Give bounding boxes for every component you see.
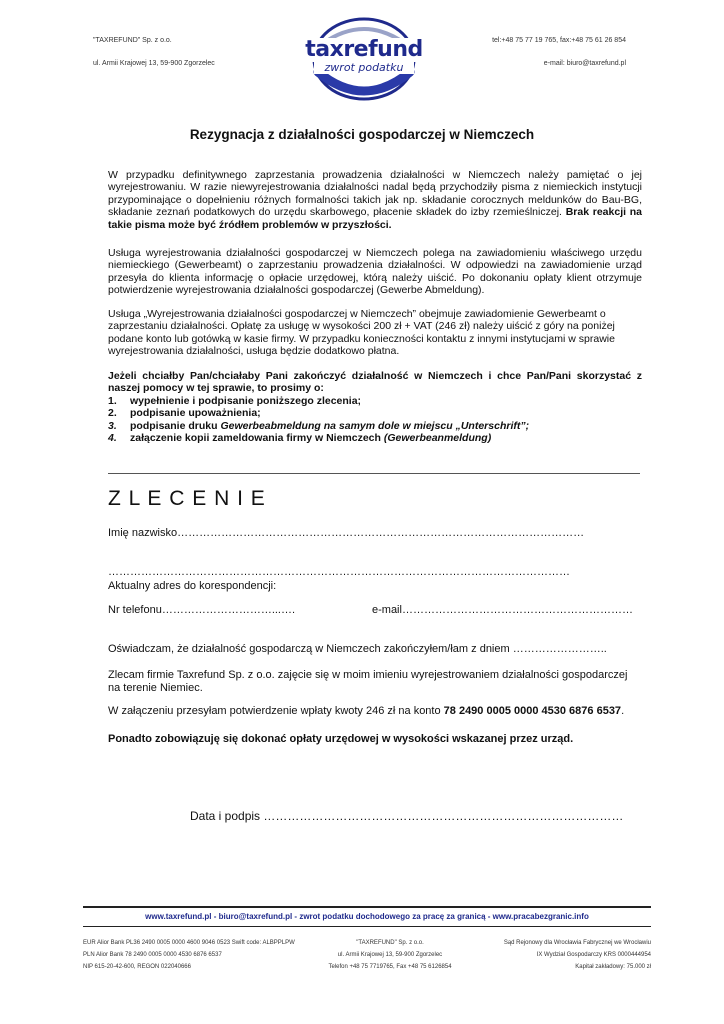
footer-top-rule	[83, 906, 651, 908]
header-phone-fax: tel:+48 75 77 19 765, fax:+48 75 61 26 854	[492, 37, 626, 44]
phone-field[interactable]	[108, 604, 295, 617]
email-label: e-mail	[372, 604, 402, 616]
name-label: Imię nazwisko	[108, 527, 178, 539]
document-title: Rezygnacja z działalności gospodarczej w Niemczech	[189, 127, 535, 142]
service-description-paragraph: Usługa wyrejestrowania działalności gospodarczej w Niemczech polega na zawiadomieniu właściwego urzędu niemieckiego (Gewerbeamt) o zaprzestaniu prowadzenia działalności. W odpowiedzi na zawiadomienie urząd przesyła do klienta informację o opłacie urzędowej, którą należy uiścić. Po dokonaniu opłaty klient otrzymuje potwierdzenie wyrejestrowania działalności gospodarczej (Gewerbe Abmeldung).	[108, 247, 642, 297]
header-email: e-mail: biuro@taxrefund.pl	[543, 60, 626, 67]
footer-registry-info: Sąd Rejonowy dla Wrocławia Fabrycznej we Wrocławiu IX Wydział Gospodarczy KRS 0000444954 Kapitał zakładowy: 75.000 zł	[503, 940, 651, 970]
declaration-text: Oświadczam, że działalność gospodarczą w Niemczech zakończyłem/łam z dniem ……………………..	[108, 643, 607, 655]
list-item: 1. wypełnienie i podpisanie poniższego zlecenia;	[108, 395, 362, 407]
email-dots: ………………………………………………………	[401, 604, 633, 616]
payment-text: W załączeniu przesyłam potwierdzenie wpłaty kwoty 246 zł na konto	[108, 705, 444, 717]
footer-bank-info: EUR Alior Bank PL36 2490 0005 0000 4600 9046 0523 Swift code: ALBPPLPW PLN Alior Bank 78 2490 0005 0000 4530 6876 6537 NIP 615-20-42-600, REGON 022040666	[83, 940, 295, 970]
signature-label: Data i podpis	[190, 809, 261, 823]
list-item: 2. podpisanie upoważnienia;	[108, 407, 261, 420]
footer-company-info: "TAXREFUND" Sp. z o.o. ul. Armii Krajowej 13, 59-900 Zgorzelec Telefon +48 75 7719765, Fax +48 75 6126854	[328, 940, 452, 970]
taxrefund-logo	[300, 14, 428, 104]
address-field[interactable]: ………………………………………………………………………………………………………………	[108, 566, 570, 578]
footer-links: www.taxrefund.pl - biuro@taxrefund.pl - zwrot podatku dochodowego za pracę za granicą - www.pracabezgranic.info	[145, 912, 589, 921]
service-scope-paragraph: Usługa „Wyrejestrowania działalności gospodarczej w Niemczech” obejmuje zawiadomienie Gewerbeamt o zaprzestaniu działalności. Opłatę za usługę w wysokości 200 zł + VAT (246 zł) należy uiścić z góry na poniżej podane konto lub gotówką w kasie firmy. W przypadku konieczności kontaktu z innymi instytucjami w sprawie wyrejestrowania działalności, usługa będzie dodatkowo płatna.	[108, 308, 615, 358]
section-divider	[108, 473, 640, 474]
email-field[interactable]	[372, 604, 633, 617]
name-dots: …………………………………………………………………………………………………	[177, 527, 585, 539]
commitment-text: Ponadto zobowiązuję się dokonać opłaty urzędowej w wysokości wskazanej przez urząd.	[108, 733, 574, 745]
phone-dots: …………………………...….	[161, 604, 296, 616]
intro-paragraph	[108, 169, 642, 231]
name-field[interactable]	[108, 527, 642, 540]
bank-account-number: 78 2490 0005 0000 4530 6876 6537	[443, 705, 622, 717]
phone-label: Nr telefonu	[108, 604, 162, 616]
list-item: 4. załączenie kopii zameldowania firmy w Niemczech (Gewerbeanmeldung)	[108, 432, 492, 445]
order-text: Zlecam firmie Taxrefund Sp. z o.o. zajęcie się w moim imieniu wyrejestrowaniem działalności gospodarczej na terenie Niemiec.	[108, 669, 628, 694]
address-label: Aktualny adres do korespondencji:	[108, 580, 277, 592]
requirements-list	[108, 395, 642, 445]
logo-word: taxrefund	[305, 37, 423, 62]
signature-field[interactable]	[190, 809, 623, 823]
footer-bottom-rule	[83, 926, 651, 927]
intro-warning: Brak reakcji na takie pisma może być źródłem problemów w przyszłości.	[108, 206, 643, 231]
header-company-name: "TAXREFUND" Sp. z o.o.	[93, 37, 172, 44]
intro-text: W przypadku definitywnego zaprzestania prowadzenia działalności w Niemczech należy pamiętać o jej wyrejestrowaniu. W razie niewyrejestrowania działalności nadal będą przychodziły pisma z niemieckich instytucji przypominające o dopełnieniu różnych formalności takich jak np. składanie corocznych meldunków do Bau-BG, składanie zeznań podatkowych do urzędu skarbowego, płacenie składek do izby rzemieślniczej.	[108, 169, 642, 219]
form-heading: Z L E C E N I E	[108, 487, 266, 510]
payment-paragraph: W załączeniu przesyłam potwierdzenie wpłaty kwoty 246 zł na konto 78 2490 0005 0000 4530 6876 6537.	[108, 705, 625, 717]
list-item: 3. podpisanie druku Gewerbeabmeldung na samym dole w miejscu „Unterschrift”;	[108, 419, 530, 432]
request-intro: Jeżeli chciałby Pan/chciałaby Pani zakończyć działalność w Niemczech i chce Pan/Pani skorzystać z naszej pomocy w tej sprawie, to prosimy o:	[108, 370, 642, 395]
logo-subtitle: zwrot podatku	[314, 62, 414, 74]
header-address: ul. Armii Krajowej 13, 59-900 Zgorzelec	[93, 60, 215, 67]
signature-dots: ………………………………………………………………………………	[263, 809, 624, 823]
